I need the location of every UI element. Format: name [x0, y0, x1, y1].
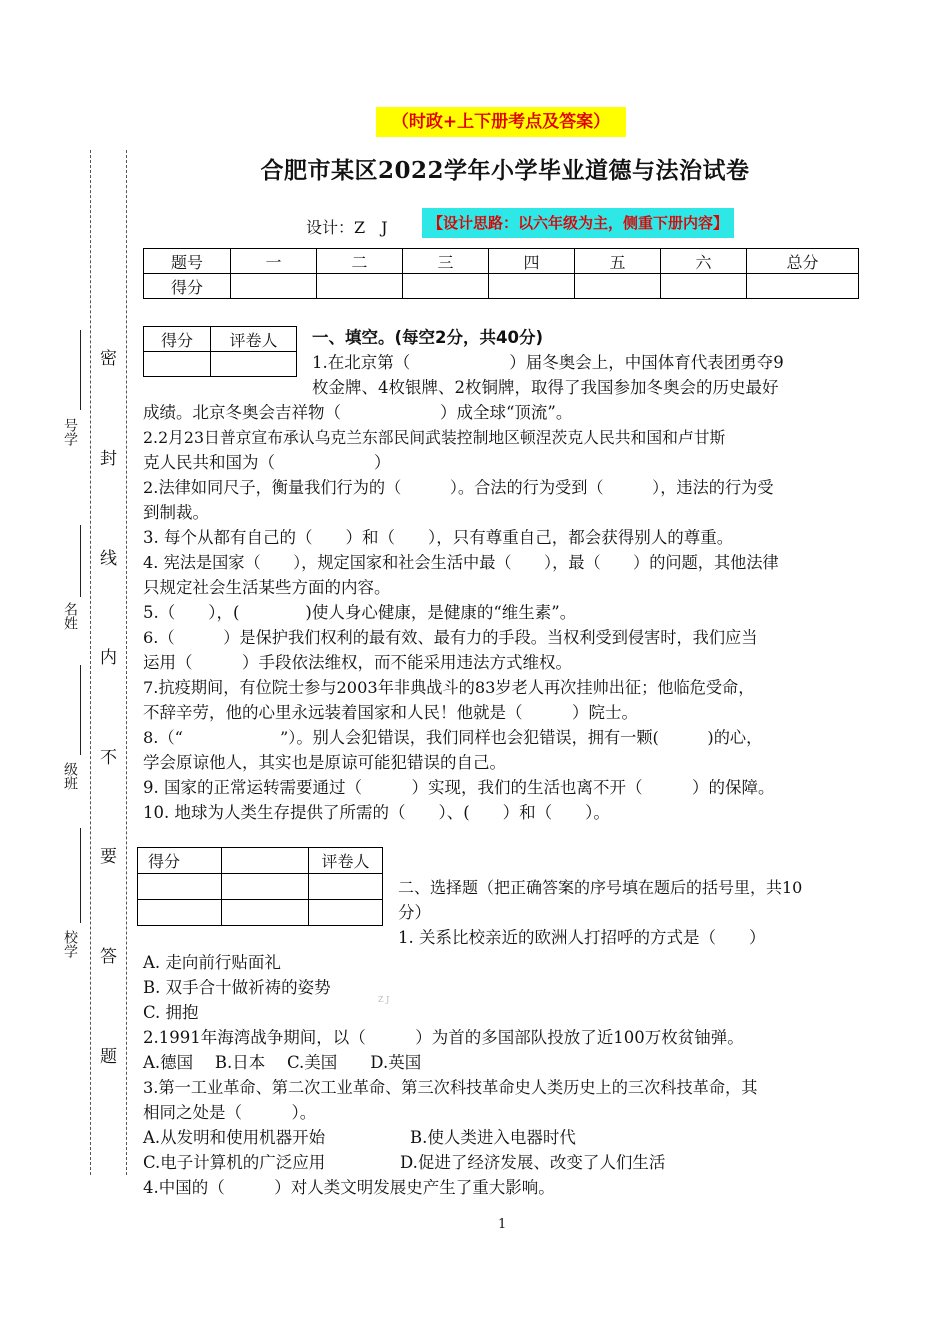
binding-dashed-line	[126, 150, 127, 1175]
grader-box-cell[interactable]	[222, 900, 309, 926]
grader-box-cell[interactable]	[222, 848, 309, 874]
faint-mark: Z J	[378, 995, 390, 1004]
grader-box-grader-label: 评卷人	[211, 327, 297, 352]
section1-line: 不辞辛劳，他的心里永远装着国家和人民！他就是（ ）院士。	[143, 703, 638, 722]
score-header-cell: 一	[231, 249, 317, 274]
score-cell[interactable]	[317, 274, 403, 299]
score-header-cell: 题号	[144, 249, 231, 274]
option: B.使人类进入电器时代	[410, 1128, 576, 1147]
design-note: 【设计思路：以六年级为主，侧重下册内容】	[422, 208, 734, 238]
section1-line: 4. 宪法是国家（ ），规定国家和社会生活中最（ ），最（ ）的问题，其他法律	[143, 553, 779, 572]
student-id-line	[80, 330, 81, 410]
binding-char: 线	[100, 549, 117, 569]
section1-line: 6.（ ）是保护我们权利的最有效、最有力的手段。当权利受到侵害时，我们应当	[143, 628, 758, 647]
binding-char: 题	[100, 1047, 117, 1067]
binding-char: 封	[100, 449, 117, 469]
grader-box-cell[interactable]	[309, 900, 383, 926]
school-label: 校学	[62, 930, 78, 958]
section1-line: 只规定社会生活某些方面的内容。	[143, 578, 391, 597]
class-line	[80, 665, 81, 755]
option: D.促进了经济发展、改变了人们生活	[400, 1153, 666, 1172]
score-cell[interactable]	[231, 274, 317, 299]
section1-line: 8.（“ ”）。别人会犯错误，我们同样也会犯错误，拥有一颗( )的心，	[143, 728, 763, 747]
grader-box-grader-label: 评卷人	[309, 848, 383, 874]
section1-line: 学会原谅他人，其实也是原谅可能犯错误的自己。	[143, 753, 506, 772]
grader-box-cell[interactable]	[222, 874, 309, 900]
section1-line: 3. 每个从都有自己的（ ）和（ ），只有尊重自己，都会获得别人的尊重。	[143, 528, 734, 547]
question-3: 3.第一工业革命、第二次工业革命、第三次科技革命史人类历史上的三次科技革命，其	[143, 1078, 758, 1097]
section1-line: 成绩。北京冬奥会吉祥物（ ）成全球“顶流”。	[143, 403, 573, 422]
grader-box-cell[interactable]	[138, 874, 222, 900]
binding-char: 密	[100, 349, 117, 369]
section1-heading-text: 一、填空。(每空2分，共40分)	[312, 328, 544, 347]
score-row-label: 得分	[144, 274, 231, 299]
score-header-cell: 六	[661, 249, 747, 274]
section1-line: 7.抗疫期间，有位院士参与2003年非典战斗的83岁老人再次挂帅出征；他临危受命，	[143, 678, 755, 697]
section2-heading: 二、选择题（把正确答案的序号填在题后的括号里，共10	[398, 878, 803, 897]
class-label: 级班	[62, 762, 78, 790]
section1-line: 克人民共和国为（ ）	[143, 453, 391, 472]
section1-line: 2.法律如同尺子，衡量我们行为的（ ）。合法的行为受到（ ），违法的行为受	[143, 478, 774, 497]
score-table	[143, 248, 859, 299]
question-3: 相同之处是（ ）。	[143, 1103, 317, 1122]
score-table-header-row	[144, 249, 859, 274]
school-line	[80, 828, 81, 923]
option: B. 双手合十做祈祷的姿势	[143, 978, 331, 997]
section1-line: 2.2月23日普京宣布承认乌克兰东部民间武装控制地区顿涅茨克人民共和国和卢甘斯	[143, 428, 726, 447]
option: C.电子计算机的广泛应用	[143, 1153, 326, 1172]
binding-char: 答	[100, 947, 117, 967]
design-label: 设计：Z J	[306, 218, 388, 237]
binding-char: 不	[100, 748, 117, 768]
grader-box-cell[interactable]	[309, 874, 383, 900]
section1-line: 1.在北京第（ ）届冬奥会上，中国体育代表团勇夺9	[312, 353, 784, 372]
score-header-cell: 五	[575, 249, 661, 274]
score-header-cell: 二	[317, 249, 403, 274]
option: A. 走向前行贴面礼	[143, 953, 281, 972]
grader-box-cell[interactable]	[144, 352, 211, 377]
grader-box	[143, 326, 297, 377]
section1-line: 枚金牌、4枚银牌、2枚铜牌，取得了我国参加冬奥会的历史最好	[312, 378, 779, 397]
grader-box-cell[interactable]	[138, 900, 222, 926]
score-cell[interactable]	[489, 274, 575, 299]
score-cell[interactable]	[747, 274, 859, 299]
section1-line: 10. 地球为人类生存提供了所需的（ ）、( ）和（ ）。	[143, 803, 610, 822]
score-header-cell: 三	[403, 249, 489, 274]
question-4: 4.中国的（ ）对人类文明发展史产生了重大影响。	[143, 1178, 555, 1197]
section1-line: 运用（ ）手段依法维权，而不能采用违法方式维权。	[143, 653, 572, 672]
option: C. 拥抱	[143, 1003, 199, 1022]
section1-line: 9. 国家的正常运转需要通过（ ）实现，我们的生活也离不开（ ）的保障。	[143, 778, 775, 797]
section2-heading: 分）	[398, 903, 431, 922]
section1-heading	[312, 325, 543, 350]
grader-box	[137, 847, 383, 926]
binding-dashed-line	[90, 150, 91, 1175]
score-header-cell: 四	[489, 249, 575, 274]
score-table-score-row	[144, 274, 859, 299]
score-cell[interactable]	[403, 274, 489, 299]
score-header-cell: 总分	[747, 249, 859, 274]
section1-line: 5.（ ），( )使人身心健康，是健康的“维生素”。	[143, 603, 577, 622]
grader-box-cell[interactable]	[211, 352, 297, 377]
binding-char: 内	[100, 648, 117, 668]
question-2-options: A.德国 B.日本 C.美国 D.英国	[143, 1053, 422, 1072]
name-line	[80, 525, 81, 597]
page-number: 1	[498, 1217, 507, 1232]
grader-box-score-label: 得分	[138, 848, 222, 874]
score-cell[interactable]	[661, 274, 747, 299]
question-1: 1. 关系比校亲近的欧洲人打招呼的方式是（ ）	[398, 928, 766, 947]
top-banner: （时政+上下册考点及答案）	[376, 107, 626, 137]
student-id-label: 号学	[62, 418, 78, 446]
name-label: 名姓	[62, 602, 78, 630]
page-title: 合肥市某区2022学年小学毕业道德与法治试卷	[260, 157, 750, 184]
grader-box-score-label: 得分	[144, 327, 211, 352]
section1-line: 到制裁。	[143, 503, 209, 522]
question-2: 2.1991年海湾战争期间，以（ ）为首的多国部队投放了近100万枚贫铀弹。	[143, 1028, 744, 1047]
binding-char: 要	[100, 847, 117, 867]
score-cell[interactable]	[575, 274, 661, 299]
option: A.从发明和使用机器开始	[143, 1128, 326, 1147]
